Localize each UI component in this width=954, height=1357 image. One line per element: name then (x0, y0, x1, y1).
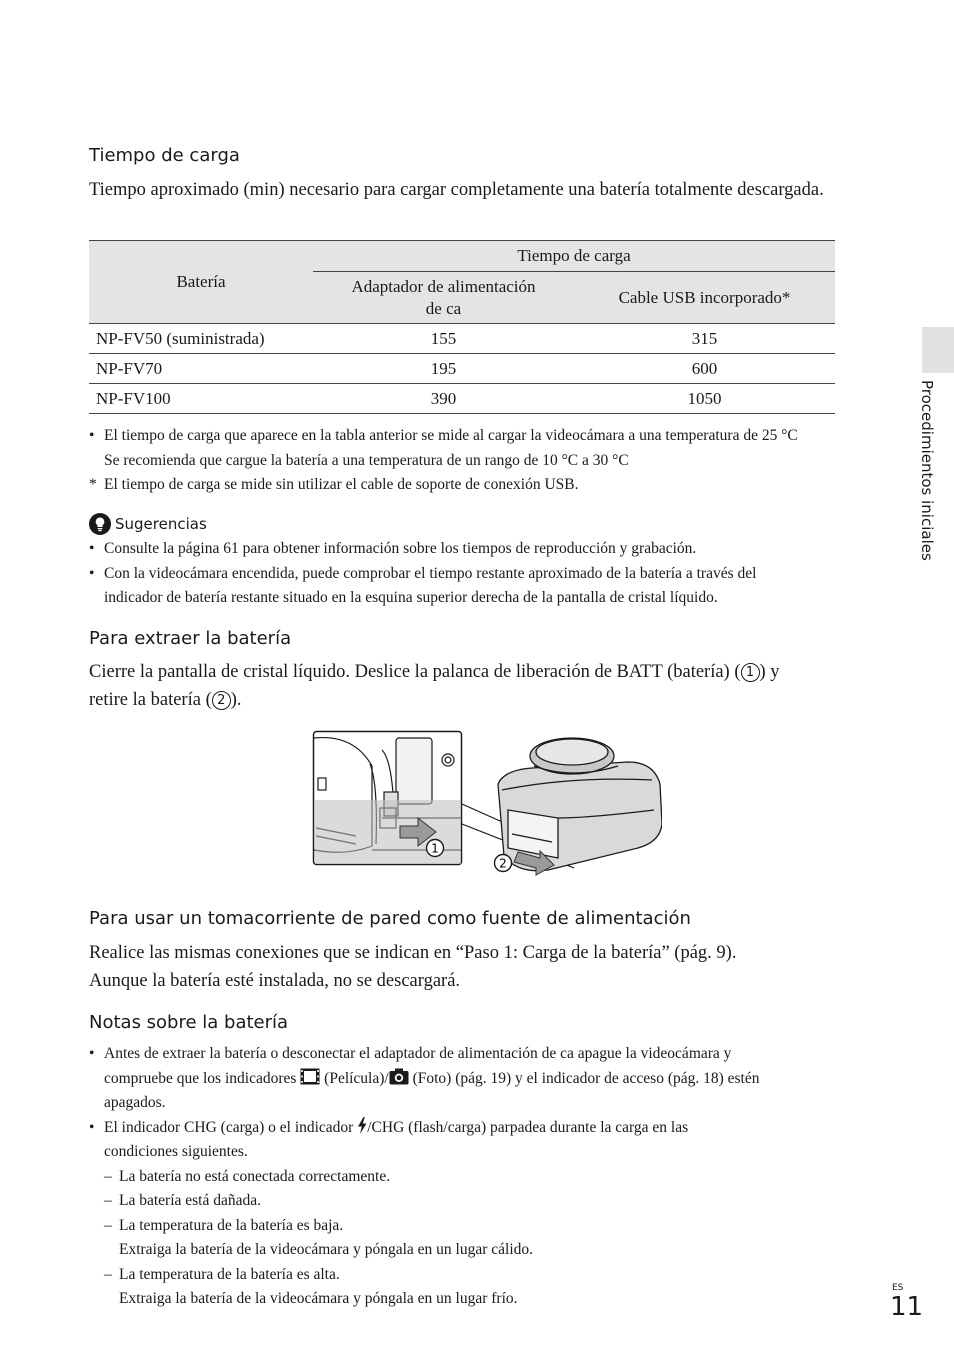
table-row (89, 384, 835, 414)
sub-list-item (104, 1189, 889, 1214)
wall-line: Realice las mismas conexiones que se indican en “Paso 1: Carga de la batería” (pág. 9). (89, 943, 737, 963)
tip-line: Consulte la página 61 para obtener información sobre los tiempos de reproducción y grabación. (104, 540, 697, 557)
sub-line: Extraiga la batería de la videocámara y póngala en un lugar cálido. (119, 1241, 534, 1258)
table-cell-adapter: 155 (313, 324, 574, 354)
film-icon (300, 1068, 320, 1085)
table-cell-usb: 1050 (574, 384, 835, 414)
charge-time-intro: Tiempo aproximado (min) necesario para cargar completamente una batería totalmente descargada. (89, 180, 824, 200)
dash-mark: – (104, 1167, 112, 1185)
tip-line: Con la videocámara encendida, puede comprobar el tiempo restante aproximado de la batería a través del (104, 564, 757, 582)
remove-text-part: retire la batería ( (89, 690, 212, 710)
dash-mark: – (104, 1192, 112, 1209)
list-item (89, 473, 889, 498)
side-tab-marker (922, 327, 954, 373)
table-header-charge-time: Tiempo de carga (313, 241, 835, 272)
note-line: condiciones siguientes. (104, 1143, 248, 1160)
section-heading-remove-battery: Para extraer la batería (89, 628, 292, 649)
bullet-mark: • (89, 427, 95, 444)
note-line: /CHG (flash/carga) parpadea durante la carga en las (367, 1118, 689, 1136)
table-cell-adapter: 390 (313, 384, 574, 414)
sub-list-item (104, 1165, 889, 1190)
list-item (89, 424, 889, 473)
tips-label: Sugerencias (115, 515, 207, 533)
section-heading-battery-notes: Notas sobre la batería (89, 1012, 289, 1033)
flash-icon (357, 1117, 367, 1134)
note-line: (Película)/ (324, 1069, 389, 1087)
bullet-mark: • (89, 540, 95, 557)
bullet-mark: • (89, 564, 95, 582)
remove-battery-text (89, 658, 889, 714)
side-tab-label: Procedimientos iniciales (918, 380, 936, 561)
list-item (89, 1116, 889, 1312)
battery-removal-illustration (312, 730, 662, 878)
sub-line: La batería está dañada. (119, 1192, 261, 1209)
tips-list (89, 537, 889, 611)
note-line: compruebe que los indicadores (104, 1069, 297, 1087)
table-cell-adapter: 195 (313, 354, 574, 384)
table-header-usb: Cable USB incorporado* (574, 272, 835, 324)
remove-text-part: ). (230, 690, 242, 710)
table-cell-battery: NP-FV70 (89, 354, 313, 384)
note-line: apagados. (104, 1094, 166, 1111)
table-header-adapter (313, 272, 574, 324)
sub-line: La batería no está conectada correctamente. (119, 1167, 391, 1185)
bullet-mark: • (89, 1118, 95, 1136)
table-cell-battery: NP-FV50 (suministrada) (89, 324, 313, 354)
table-cell-battery: NP-FV100 (89, 384, 313, 414)
wall-outlet-text (89, 939, 889, 995)
note-line: El tiempo de carga que aparece en la tabla anterior se mide al cargar la videocámara a una temperatura de 25 °C (104, 427, 798, 444)
list-item (89, 562, 889, 611)
step-1-label: 1 (431, 841, 439, 856)
sub-line: La temperatura de la batería es baja. (119, 1216, 344, 1234)
note-line: Se recomienda que cargue la batería a una temperatura de un rango de 10 °C a 30 °C (104, 451, 629, 469)
dash-mark: – (104, 1216, 112, 1234)
battery-notes-list (89, 1042, 889, 1312)
bullet-mark: • (89, 1045, 95, 1062)
table-header-battery: Batería (89, 241, 313, 324)
asterisk-mark: * (89, 476, 97, 493)
sub-line: La temperatura de la batería es alta. (119, 1265, 340, 1283)
remove-text-part: ) y (759, 662, 780, 682)
step-1-badge: 1 (741, 663, 760, 682)
note-line: El tiempo de carga se mide sin utilizar el cable de soporte de conexión USB. (104, 476, 579, 493)
tips-header (89, 513, 207, 535)
sub-list-item (104, 1214, 889, 1263)
table-header-adapter-line2: de ca (425, 298, 462, 318)
remove-text-part: Cierre la pantalla de cristal líquido. Deslice la palanca de liberación de BATT (batería) ( (89, 662, 741, 682)
table-cell-usb: 600 (574, 354, 835, 384)
page-number: 11 (890, 1292, 924, 1322)
camera-icon (389, 1068, 409, 1085)
note-line: Antes de extraer la batería o desconectar el adaptador de alimentación de ca apague la videocámara y (104, 1045, 732, 1062)
charge-notes (89, 424, 889, 498)
note-line: (Foto) (pág. 19) y el indicador de acceso (pág. 18) estén (412, 1069, 760, 1087)
step-2-label: 2 (499, 856, 507, 871)
table-cell-usb: 315 (574, 324, 835, 354)
note-line: El indicador CHG (carga) o el indicador (104, 1118, 354, 1136)
table-header-adapter-line1: Adaptador de alimentación (351, 276, 536, 296)
dash-mark: – (104, 1265, 112, 1283)
sub-list-item (104, 1263, 889, 1312)
list-item (89, 1042, 889, 1116)
wall-line: Aunque la batería esté instalada, no se descargará. (89, 971, 461, 991)
charge-time-table (89, 240, 835, 414)
sub-line: Extraiga la batería de la videocámara y póngala en un lugar frío. (119, 1290, 518, 1307)
table-row (89, 354, 835, 384)
lightbulb-icon (89, 513, 111, 535)
tip-line: indicador de batería restante situado en la esquina superior derecha de la pantalla de cristal líquido. (104, 589, 718, 606)
step-2-badge: 2 (212, 691, 231, 710)
list-item (89, 537, 889, 562)
table-row (89, 324, 835, 354)
section-heading-wall-outlet: Para usar un tomacorriente de pared como fuente de alimentación (89, 908, 691, 929)
section-heading-charge-time: Tiempo de carga (89, 145, 240, 166)
page-language: ES (892, 1283, 904, 1293)
